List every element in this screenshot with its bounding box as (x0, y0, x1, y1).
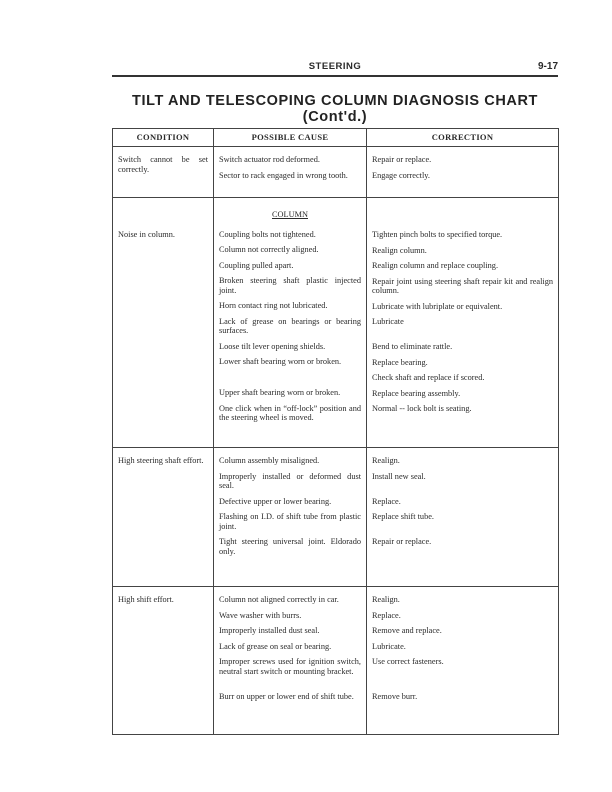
correction: Realign column and replace coupling. (372, 261, 499, 270)
correction: Engage correctly. (372, 170, 430, 180)
possible-cause: Flashing on I.D. of shift tube from plastic joint. (219, 512, 361, 531)
correction: Replace bearing. (372, 357, 428, 367)
correction: Install new seal. (372, 471, 426, 481)
table-row (113, 448, 558, 587)
correction-cell (366, 198, 558, 447)
correction: Replace. (372, 496, 401, 506)
correction: Realign. (372, 456, 400, 465)
correction: Lubricate. (372, 641, 406, 651)
diagnosis-table (112, 128, 559, 735)
correction-cell (366, 147, 558, 200)
possible-cause: Switch actuator rod deformed. (219, 155, 320, 164)
cause-cell (213, 448, 366, 586)
condition-cell (113, 198, 213, 447)
correction: Lubricate (372, 317, 404, 326)
correction: Tighten pinch bolts to specified torque. (372, 230, 503, 239)
column-header-cause: POSSIBLE CAUSE (213, 129, 366, 146)
condition-cell (113, 147, 213, 200)
correction-cell (366, 587, 558, 734)
possible-cause: Column not aligned correctly in car. (219, 595, 339, 604)
section-title: STEERING (308, 61, 362, 72)
possible-cause: Loose tilt lever opening shields. (219, 341, 326, 351)
possible-cause (219, 373, 361, 383)
possible-cause: Improperly installed dust seal. (219, 626, 320, 635)
column-header-correction: CORRECTION (366, 129, 558, 146)
correction: Replace shift tube. (372, 512, 434, 521)
possible-cause: Broken steering shaft plastic injected joint. (219, 276, 361, 295)
condition-cell (113, 448, 213, 586)
cause-cell (213, 587, 366, 734)
condition-text: Noise in column. (118, 230, 175, 239)
correction-cell (366, 448, 558, 586)
possible-cause: Improperly installed or deformed dust seal. (219, 471, 361, 490)
possible-cause: Wave washer with burrs. (219, 610, 302, 620)
column-header-condition: CONDITION (136, 132, 190, 142)
condition-text: High steering shaft effort. (118, 456, 204, 465)
table-row (113, 198, 558, 448)
cause-cell (213, 147, 366, 200)
possible-cause: Improper screws used for ignition switch, neutral start switch or mounting bracket. (219, 657, 361, 676)
spacer (372, 206, 553, 230)
running-header (112, 59, 558, 77)
correction: Replace. (372, 610, 401, 620)
possible-cause: Sector to rack engaged in wrong tooth. (219, 170, 348, 180)
possible-cause: Horn contact ring not lubricated. (219, 301, 328, 310)
possible-cause: Burr on upper or lower end of shift tube. (219, 691, 354, 701)
condition-text: Switch cannot be set correctly. (118, 155, 208, 174)
correction: Repair or replace. (372, 537, 432, 546)
condition-text: High shift effort. (118, 595, 174, 604)
possible-cause: Lack of grease on bearings or bearing surfaces. (219, 316, 361, 335)
correction: Repair or replace. (372, 155, 432, 164)
condition-cell (113, 587, 213, 734)
correction: Lubricate with lubriplate or equivalent. (372, 301, 503, 311)
correction: Replace bearing assembly. (372, 388, 461, 398)
possible-cause: Lower shaft bearing worn or broken. (219, 357, 342, 366)
correction: Remove burr. (372, 691, 418, 701)
subheading: COLUMN (272, 210, 308, 219)
correction: Realign. (372, 595, 400, 604)
possible-cause: Coupling bolts not tightened. (219, 229, 316, 239)
correction: Normal -- lock bolt is seating. (372, 404, 472, 413)
table-row (113, 147, 558, 198)
cause-cell (213, 198, 366, 447)
possible-cause: Defective upper or lower bearing. (219, 496, 332, 506)
correction: Bend to eliminate rattle. (372, 342, 453, 351)
correction: Realign column. (372, 245, 427, 255)
chart-title: TILT AND TELESCOPING COLUMN DIAGNOSIS CHART (Cont'd.) (131, 93, 538, 125)
possible-cause: Column not correctly aligned. (219, 245, 319, 254)
table-row (113, 587, 558, 734)
possible-cause: Coupling pulled apart. (219, 260, 294, 270)
possible-cause: Lack of grease on seal or bearing. (219, 641, 332, 651)
possible-cause: Column assembly misaligned. (219, 456, 320, 465)
table-header (113, 129, 558, 147)
page-number: 9-17 (537, 61, 558, 72)
correction: Check shaft and replace if scored. (372, 373, 485, 382)
correction: Repair joint using steering shaft repair kit and realign column. (372, 276, 553, 295)
spacer (118, 206, 208, 230)
possible-cause: Upper shaft bearing worn or broken. (219, 388, 341, 397)
correction: Remove and replace. (372, 626, 442, 635)
possible-cause: Tight steering universal joint. Eldorado only. (219, 537, 361, 556)
possible-cause: One click when in “off-lock” position and the steering wheel is moved. (219, 403, 361, 422)
correction: Use correct fasteners. (372, 657, 444, 666)
